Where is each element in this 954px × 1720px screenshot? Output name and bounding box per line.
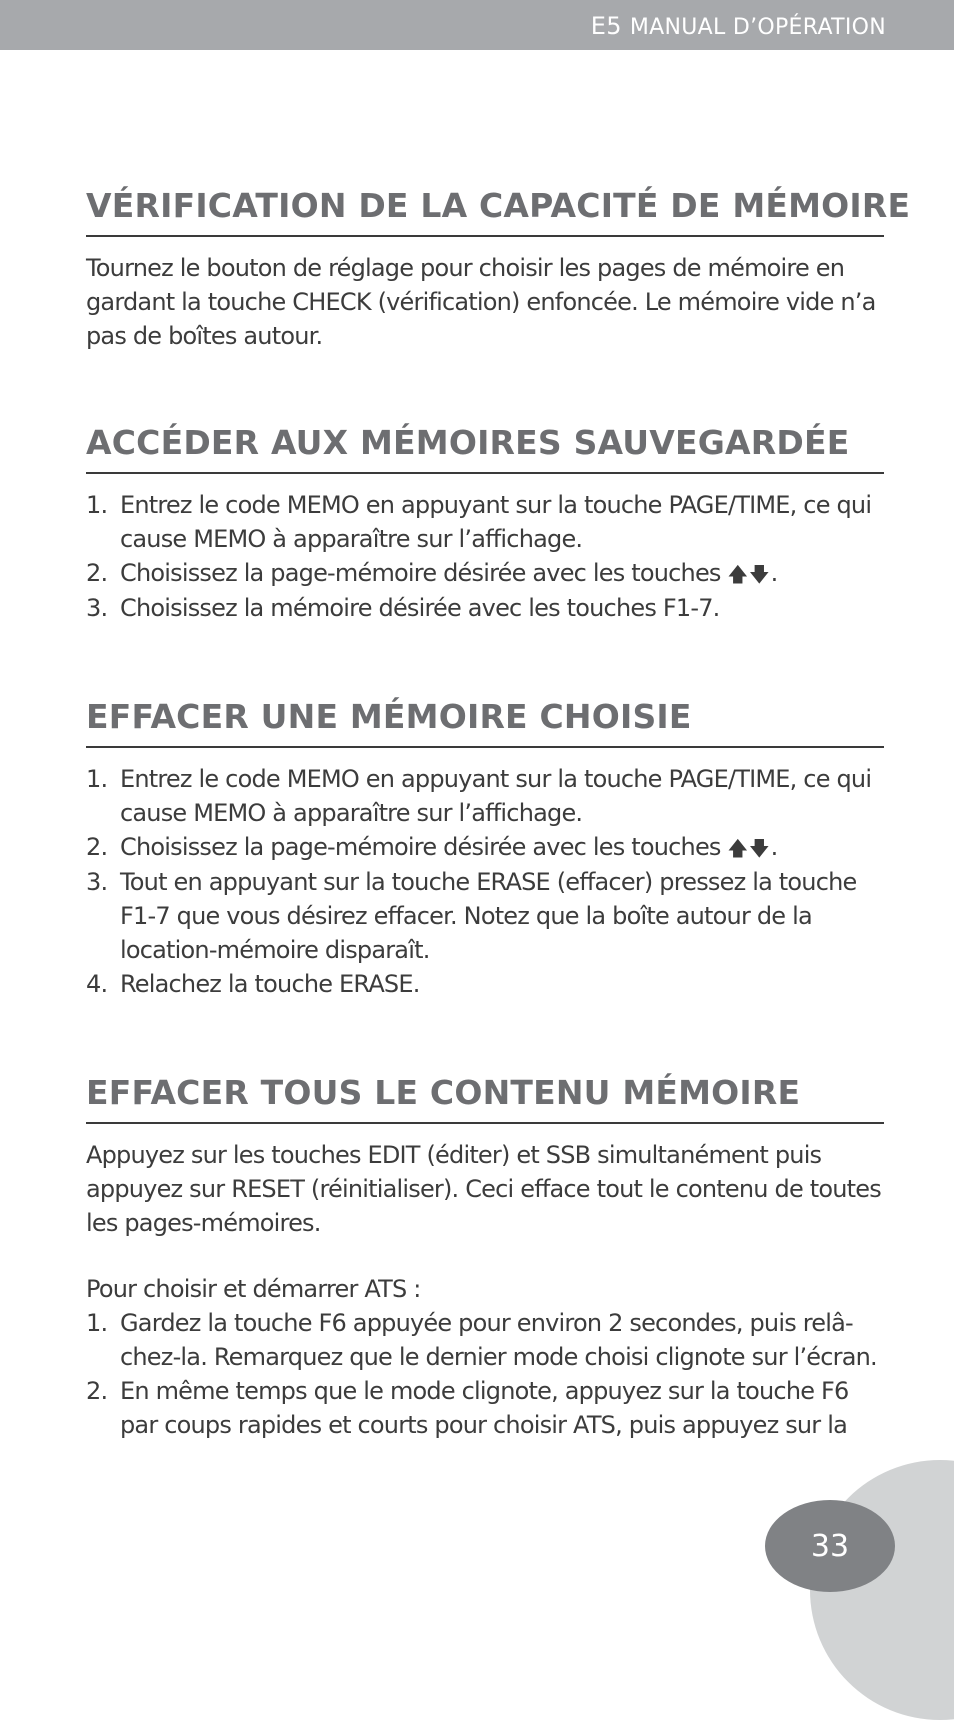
- step-number: 2.: [86, 1377, 108, 1405]
- model-name: E5: [590, 12, 622, 40]
- list-item: [86, 967, 884, 1001]
- list-item: [86, 865, 884, 967]
- section-paragraph: Appuyez sur les touches EDIT (éditer) et SSB simultanément puis appuyez sur RESET (réinitialiser). Ceci efface tout le contenu de toutes les pages-mémoires.: [86, 1141, 881, 1237]
- list-item: [86, 591, 884, 625]
- step-text: Entrez le code MEMO en appuyant sur la touche PAGE/TIME, ce qui cause MEMO à apparaître sur l’affichage.: [120, 491, 872, 553]
- step-punctuation: .: [770, 559, 778, 587]
- step-number: 3.: [86, 868, 108, 896]
- list-item: [86, 830, 884, 865]
- up-down-arrow-icon: 🡅🡇: [727, 562, 771, 586]
- step-text: Entrez le code MEMO en appuyant sur la touche PAGE/TIME, ce qui cause MEMO à apparaître sur l’affichage.: [120, 765, 872, 827]
- section-erase-selected: [86, 697, 884, 1001]
- step-number: 2.: [86, 559, 108, 587]
- list-item: [86, 762, 884, 830]
- step-number: 1.: [86, 1309, 108, 1337]
- list-item: [86, 488, 884, 556]
- steps-list: [86, 488, 884, 625]
- list-item: [86, 1306, 884, 1374]
- section-memory-capacity: [86, 186, 911, 353]
- section-heading: EFFACER TOUS LE CONTENU MÉMOIRE: [86, 1073, 884, 1124]
- list-item: [86, 1374, 884, 1442]
- step-text: En même temps que le mode clignote, appuyez sur la touche F6 par coups rapides et courts pour choisir ATS, puis appuyez sur la: [120, 1377, 849, 1439]
- section-heading: ACCÉDER AUX MÉMOIRES SAUVEGARDÉE: [86, 423, 884, 474]
- ats-intro: Pour choisir et démarrer ATS :: [86, 1275, 421, 1303]
- section-heading: EFFACER UNE MÉMOIRE CHOISIE: [86, 697, 884, 748]
- section-paragraph: Tournez le bouton de réglage pour choisir les pages de mémoire en gardant la touche CHECK (vérification) enfoncée. Le mémoire vide n’a pas de boîtes autour.: [86, 254, 876, 350]
- section-erase-all: [86, 1073, 884, 1442]
- steps-list: [86, 762, 884, 1001]
- step-text: Gardez la touche F6 appuyée pour environ 2 secondes, puis relâ-chez-la. Remarquez que le dernier mode choisi clignote sur l’écran.: [120, 1309, 877, 1371]
- page-number: 33: [765, 1500, 895, 1592]
- section-heading: VÉRIFICATION DE LA CAPACITÉ DE MÉMOIRE: [86, 186, 884, 237]
- step-text: Tout en appuyant sur la touche ERASE (effacer) pressez la touche F1-7 que vous désirez effacer. Notez que la boîte autour de la location-mémoire disparaît.: [120, 868, 857, 964]
- paragraph-spacer: [86, 1240, 884, 1272]
- list-item: [86, 556, 884, 591]
- step-number: 4.: [86, 970, 108, 998]
- step-text: Choisissez la page-mémoire désirée avec les touches: [120, 833, 721, 861]
- running-header: [591, 12, 886, 40]
- step-punctuation: .: [770, 833, 778, 861]
- up-down-arrow-icon: 🡅🡇: [727, 836, 771, 860]
- step-number: 1.: [86, 765, 108, 793]
- header-bar: [0, 0, 954, 50]
- step-text: Choisissez la mémoire désirée avec les touches F1-7.: [120, 594, 720, 622]
- step-number: 3.: [86, 594, 108, 622]
- step-number: 1.: [86, 491, 108, 519]
- steps-list: [86, 1306, 884, 1442]
- section-access-memories: [86, 423, 884, 625]
- step-text: Relachez la touche ERASE.: [120, 970, 420, 998]
- manual-title: MANUAL D’OPÉRATION: [629, 15, 886, 40]
- step-number: 2.: [86, 833, 108, 861]
- step-text: Choisissez la page-mémoire désirée avec les touches: [120, 559, 721, 587]
